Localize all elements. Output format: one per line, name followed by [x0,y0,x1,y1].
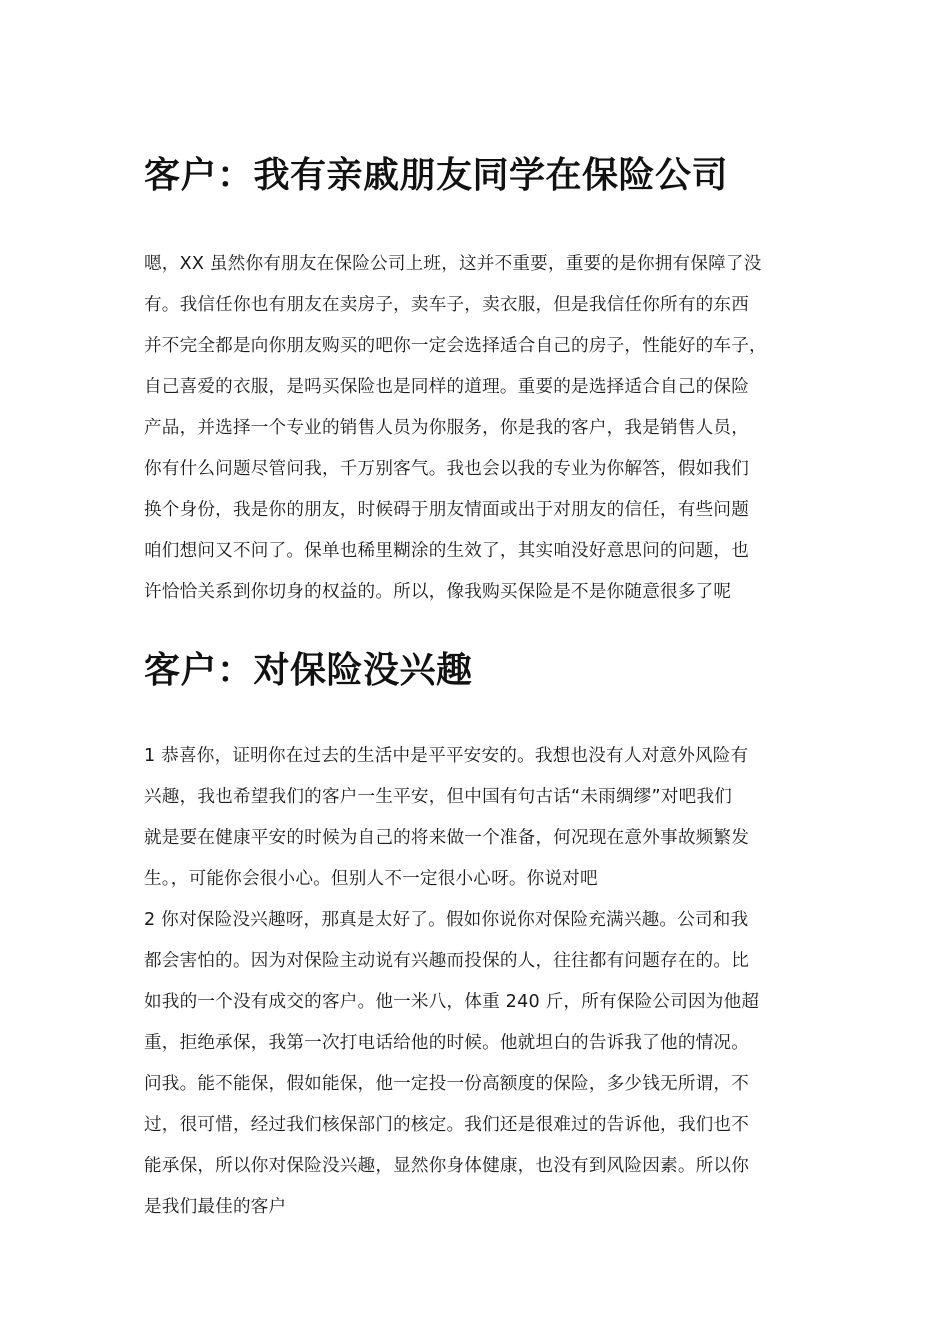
paragraph-line: 产品，并选择一个专业的销售人员为你服务，你是我的客户，我是销售人员， [144,418,749,438]
paragraph-line: 过，很可惜，经过我们核保部门的核定。我们还是很难过的告诉他，我们也不 [144,1115,749,1135]
paragraph-line: 如我的一个没有成交的客户。他一米八，体重 240 斤，所有保险公司因为他超 [144,992,760,1012]
section-heading-relatives: 客户：我有亲戚朋友同学在保险公司 [144,155,729,196]
paragraph-relatives [144,244,824,613]
paragraph-line: 就是要在健康平安的时候为自己的将来做一个准备，何况现在意外事故频繁发 [144,828,749,848]
paragraph-line: 重，拒绝承保，我第一次打电话给他的时候。他就坦白的告诉我了他的情况。 [144,1033,749,1053]
paragraph-line: 兴趣，我也希望我们的客户一生平安，但中国有句古话“未雨绸缪”对吧我们 [144,787,733,807]
paragraph-line: 2 你对保险没兴趣呀，那真是太好了。假如你说你对保险充满兴趣。公司和我 [144,910,749,930]
paragraph-line: 都会害怕的。因为对保险主动说有兴趣而投保的人，往往都有问题存在的。比 [144,951,749,971]
paragraph-line: 你有什么问题尽管问我，千万别客气。我也会以我的专业为你解答，假如我们 [144,459,749,479]
paragraph-line: 问我。能不能保，假如能保，他一定投一份高额度的保险，多少钱无所谓，不 [144,1074,749,1094]
paragraph-line: 许恰恰关系到你切身的权益的。所以，像我购买保险是不是你随意很多了呢 [144,582,732,602]
paragraph-line: 并不完全都是向你朋友购买的吧你一定会选择适合自己的房子，性能好的车子， [144,336,767,356]
paragraph-line: 咱们想问又不问了。保单也稀里糊涂的生效了，其实咱没好意思问的问题，也 [144,541,749,561]
paragraph-line: 是我们最佳的客户 [144,1197,287,1217]
section-heading-no-interest: 客户：对保险没兴趣 [144,650,473,691]
paragraph-line: 有。我信任你也有朋友在卖房子，卖车子，卖衣服，但是我信任你所有的东西 [144,295,749,315]
paragraph-line: 1 恭喜你，证明你在过去的生活中是平平安安的。我想也没有人对意外风险有 [144,746,749,766]
paragraph-line: 自己喜爱的衣服，是吗买保险也是同样的道理。重要的是选择适合自己的保险 [144,377,749,397]
paragraph-line: 嗯，XX 虽然你有朋友在保险公司上班，这并不重要，重要的是你拥有保障了没 [144,254,762,274]
paragraph-line: 生。，可能你会很小心。但别人不一定很小心呀。你说对吧 [144,869,598,889]
paragraph-line: 换个身份，我是你的朋友，时候碍于朋友情面或出于对朋友的信任，有些问题 [144,500,749,520]
paragraph-answer-1 [144,736,824,900]
paragraph-line: 能承保，所以你对保险没兴趣，显然你身体健康，也没有到风险因素。所以你 [144,1156,749,1176]
paragraph-answer-2 [144,900,824,1228]
